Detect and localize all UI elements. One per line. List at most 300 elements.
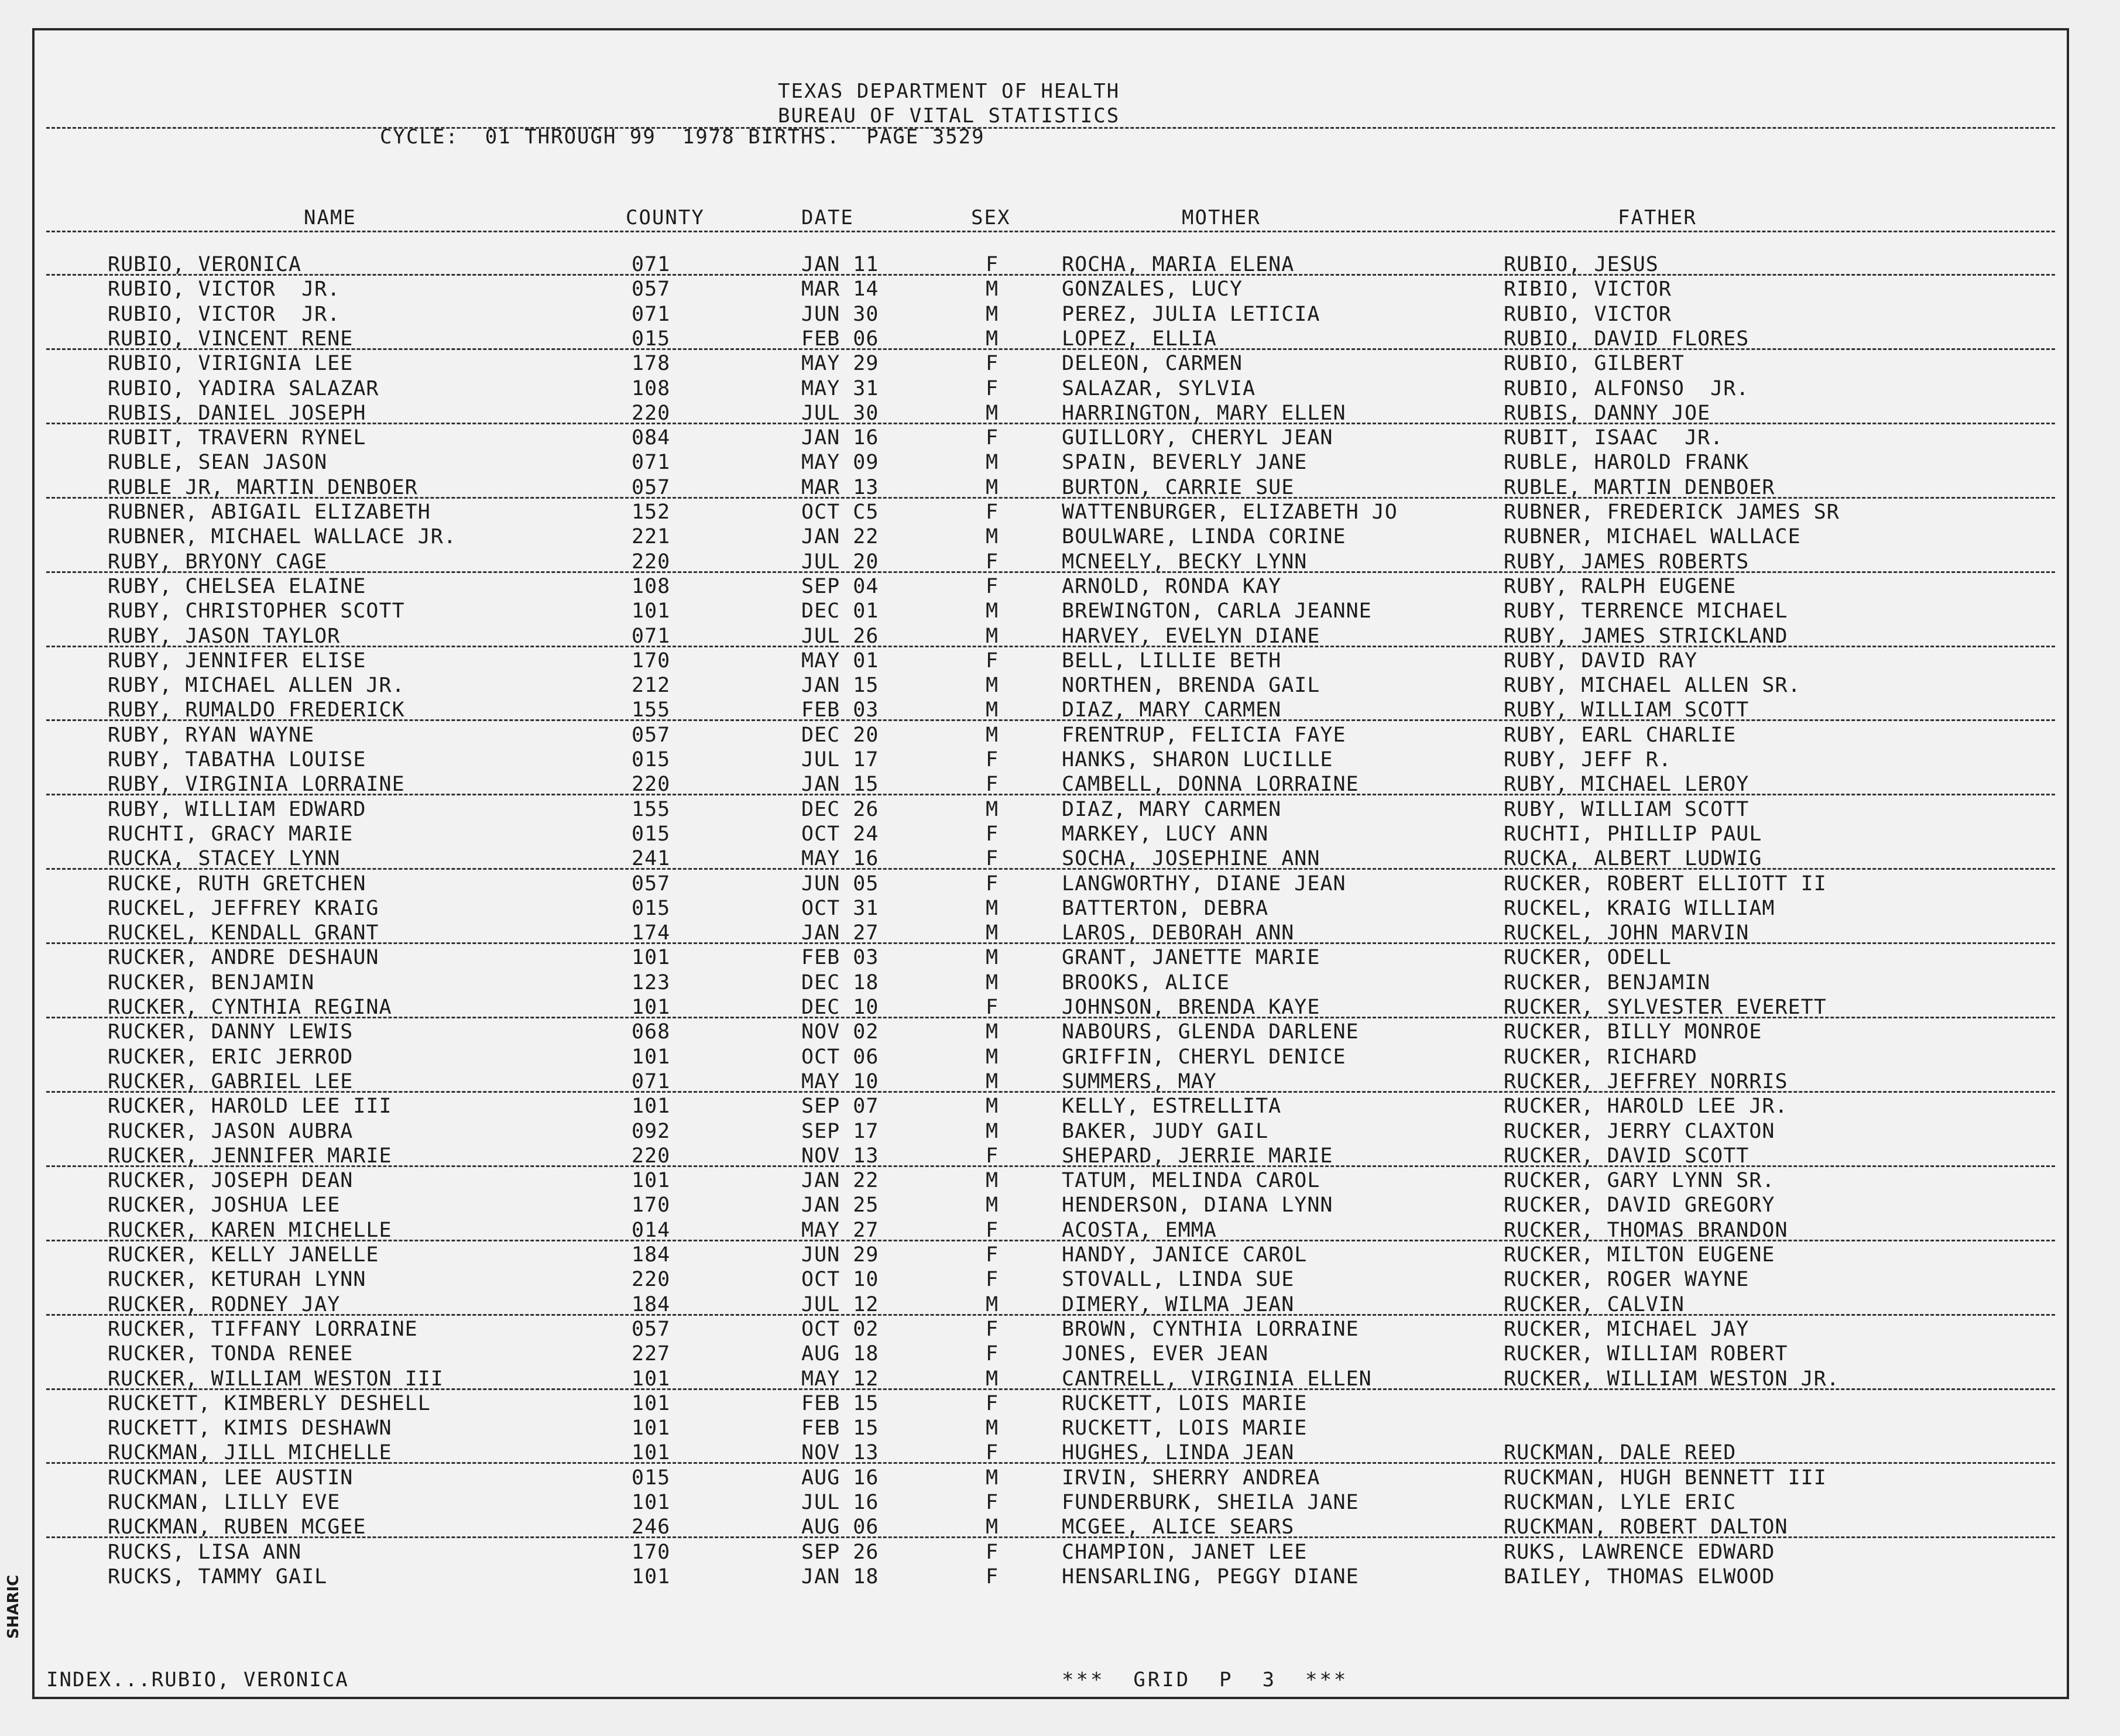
cell-sex: M — [986, 698, 999, 722]
cell-name: RUCKER, ERIC JERROD — [108, 1045, 354, 1069]
table-row — [35, 476, 2067, 500]
cell-date: JAN 27 — [801, 921, 879, 945]
cell-father: RUCKMAN, LYLE ERIC — [1504, 1491, 1737, 1514]
cell-county: 084 — [632, 426, 671, 450]
cell-county: 220 — [632, 1144, 671, 1168]
cell-date: JUN 29 — [801, 1243, 879, 1267]
cell-name: RUCKETT, KIMIS DESHAWN — [108, 1416, 392, 1440]
cell-date: JAN 15 — [801, 674, 879, 698]
cell-date: FEB 15 — [801, 1391, 879, 1415]
cell-county: 212 — [632, 674, 671, 698]
table-row — [35, 1243, 2067, 1268]
cell-county: 246 — [632, 1515, 671, 1539]
cell-father: RUCKER, WILLIAM WESTON JR. — [1504, 1367, 1840, 1391]
cell-county: 057 — [632, 475, 671, 499]
cell-county: 101 — [632, 1169, 671, 1193]
cell-county: 014 — [632, 1218, 671, 1242]
cell-sex: M — [986, 1466, 999, 1490]
cell-name: RUCKER, JASON AUBRA — [108, 1119, 354, 1143]
cell-father: RUKS, LAWRENCE EDWARD — [1504, 1540, 1775, 1564]
cell-sex: F — [986, 1218, 999, 1242]
cell-father: RUCHTI, PHILLIP PAUL — [1504, 822, 1762, 846]
cell-date: SEP 04 — [801, 574, 879, 598]
cell-date: MAY 01 — [801, 649, 879, 673]
cell-sex: M — [986, 1169, 999, 1193]
column-header-county: COUNTY — [626, 206, 705, 229]
cell-date: NOV 13 — [801, 1144, 879, 1168]
column-header-rule — [46, 231, 2055, 232]
cell-date: DEC 01 — [801, 599, 879, 623]
table-row — [35, 1120, 2067, 1144]
cell-sex: M — [986, 302, 999, 326]
cell-sex: F — [986, 822, 999, 846]
cell-mother: BOULWARE, LINDA CORINE — [1062, 525, 1346, 549]
cell-date: OCT 06 — [801, 1045, 879, 1069]
cell-father: RUCKER, MICHAEL JAY — [1504, 1317, 1749, 1341]
cell-date: JUL 30 — [801, 401, 879, 425]
cell-name: RUCKER, RODNEY JAY — [108, 1292, 341, 1316]
cell-sex: F — [986, 1491, 999, 1514]
cell-father: RUBY, WILLIAM SCOTT — [1504, 797, 1749, 821]
cell-date: MAY 10 — [801, 1069, 879, 1093]
header-rule — [46, 127, 2055, 129]
cell-name: RUCHTI, GRACY MARIE — [108, 822, 354, 846]
cell-sex: M — [986, 1416, 999, 1440]
cell-mother: NABOURS, GLENDA DARLENE — [1062, 1020, 1359, 1044]
table-row — [35, 872, 2067, 897]
cell-mother: FUNDERBURK, SHEILA JANE — [1062, 1491, 1359, 1514]
cell-sex: M — [986, 475, 999, 499]
cell-father: RUBIO, JESUS — [1504, 253, 1659, 276]
cell-name: RUBLE JR, MARTIN DENBOER — [108, 475, 418, 499]
cell-date: DEC 10 — [801, 996, 879, 1019]
cell-county: 101 — [632, 1491, 671, 1514]
cell-county: 178 — [632, 352, 671, 376]
cell-mother: GONZALES, LUCY — [1062, 277, 1243, 301]
table-row — [35, 847, 2067, 872]
table-row — [35, 1169, 2067, 1193]
cell-sex: M — [986, 1292, 999, 1316]
cell-county: 123 — [632, 970, 671, 994]
cell-mother: PEREZ, JULIA LETICIA — [1062, 302, 1320, 326]
cell-mother: HUGHES, LINDA JEAN — [1062, 1441, 1295, 1465]
cell-date: JUL 16 — [801, 1491, 879, 1514]
cell-sex: F — [986, 1243, 999, 1267]
cell-name: RUCKER, KELLY JANELLE — [108, 1243, 379, 1267]
cell-mother: GUILLORY, CHERYL JEAN — [1062, 426, 1333, 450]
cell-name: RUBIO, VINCENT RENE — [108, 327, 354, 351]
cell-mother: JOHNSON, BRENDA KAYE — [1062, 996, 1320, 1019]
cell-name: RUCKER, TONDA RENEE — [108, 1342, 354, 1366]
cell-mother: STOVALL, LINDA SUE — [1062, 1268, 1295, 1292]
cell-sex: F — [986, 748, 999, 771]
cell-county: 101 — [632, 1045, 671, 1069]
table-row — [35, 1466, 2067, 1491]
cell-county: 152 — [632, 500, 671, 524]
table-row — [35, 1045, 2067, 1070]
cell-father: RUCKEL, JOHN MARVIN — [1504, 921, 1749, 945]
table-row — [35, 525, 2067, 550]
cell-sex: F — [986, 649, 999, 673]
cell-sex: M — [986, 1095, 999, 1119]
cell-name: RUCKER, TIFFANY LORRAINE — [108, 1317, 418, 1341]
table-row — [35, 1318, 2067, 1342]
cell-county: 241 — [632, 847, 671, 871]
cell-name: RUCKER, KETURAH LYNN — [108, 1268, 366, 1292]
cell-name: RUBY, RYAN WAYNE — [108, 723, 315, 747]
cell-name: RUBNER, MICHAEL WALLACE JR. — [108, 525, 457, 549]
table-row — [35, 1070, 2067, 1095]
cell-county: 170 — [632, 1193, 671, 1217]
cell-county: 101 — [632, 1391, 671, 1415]
table-row — [35, 303, 2067, 327]
cell-mother: LANGWORTHY, DIANE JEAN — [1062, 872, 1346, 896]
cell-father: RIBIO, VICTOR — [1504, 277, 1672, 301]
cell-mother: SALAZAR, SYLVIA — [1062, 376, 1256, 400]
table-row — [35, 451, 2067, 475]
table-row — [35, 402, 2067, 426]
table-row — [35, 1541, 2067, 1565]
table-row — [35, 1441, 2067, 1466]
cell-date: MAY 29 — [801, 352, 879, 376]
cell-name: RUCKER, DANNY LEWIS — [108, 1020, 354, 1044]
cell-name: RUCKEL, JEFFREY KRAIG — [108, 896, 379, 920]
cell-mother: HARVEY, EVELYN DIANE — [1062, 624, 1320, 648]
cell-sex: M — [986, 451, 999, 475]
cell-county: 170 — [632, 1540, 671, 1564]
cell-sex: M — [986, 624, 999, 648]
cell-name: RUCKER, JOSEPH DEAN — [108, 1169, 354, 1193]
cell-father: RUBY, JAMES ROBERTS — [1504, 550, 1749, 574]
cell-county: 068 — [632, 1020, 671, 1044]
cell-name: RUCKER, JOSHUA LEE — [108, 1193, 341, 1217]
cell-date: OCT 31 — [801, 896, 879, 920]
cell-name: RUBLE, SEAN JASON — [108, 451, 328, 475]
cell-name: RUCKER, CYNTHIA REGINA — [108, 996, 392, 1019]
table-row — [35, 921, 2067, 946]
cell-date: JUL 12 — [801, 1292, 879, 1316]
cell-father: RUBY, DAVID RAY — [1504, 649, 1698, 673]
header-agency: TEXAS DEPARTMENT OF HEALTH — [778, 80, 1120, 103]
cell-sex: M — [986, 896, 999, 920]
cell-mother: TATUM, MELINDA CAROL — [1062, 1169, 1320, 1193]
cell-sex: F — [986, 847, 999, 871]
cell-date: AUG 18 — [801, 1342, 879, 1366]
cell-mother: CANTRELL, VIRGINIA ELLEN — [1062, 1367, 1372, 1391]
column-header-name: NAME — [304, 206, 356, 229]
table-row — [35, 253, 2067, 277]
cell-sex: F — [986, 352, 999, 376]
cell-date: JAN 16 — [801, 426, 879, 450]
cell-father: RUCKER, BILLY MONROE — [1504, 1020, 1762, 1044]
cell-date: MAY 31 — [801, 376, 879, 400]
cell-county: 092 — [632, 1119, 671, 1143]
column-header-date: DATE — [801, 206, 854, 229]
cell-name: RUCKER, GABRIEL LEE — [108, 1069, 354, 1093]
cell-county: 015 — [632, 896, 671, 920]
cell-date: MAY 12 — [801, 1367, 879, 1391]
cell-mother: MARKEY, LUCY ANN — [1062, 822, 1269, 846]
cell-mother: RUCKETT, LOIS MARIE — [1062, 1416, 1308, 1440]
cell-name: RUCKEL, KENDALL GRANT — [108, 921, 379, 945]
cell-sex: M — [986, 599, 999, 623]
cell-date: DEC 26 — [801, 797, 879, 821]
cell-mother: LOPEZ, ELLIA — [1062, 327, 1217, 351]
table-row — [35, 1219, 2067, 1243]
cell-sex: F — [986, 1342, 999, 1366]
cell-date: MAR 14 — [801, 277, 879, 301]
cell-mother: BATTERTON, DEBRA — [1062, 896, 1269, 920]
cell-mother: LAROS, DEBORAH ANN — [1062, 921, 1295, 945]
cell-sex: F — [986, 872, 999, 896]
cell-date: OCT C5 — [801, 500, 879, 524]
cell-name: RUBY, CHRISTOPHER SCOTT — [108, 599, 405, 623]
cell-county: 101 — [632, 1367, 671, 1391]
cell-name: RUBIO, VICTOR JR. — [108, 302, 341, 326]
cell-father: RUCKER, DAVID GREGORY — [1504, 1193, 1775, 1217]
cell-sex: F — [986, 1565, 999, 1589]
cell-sex: M — [986, 327, 999, 351]
cell-mother: SPAIN, BEVERLY JANE — [1062, 451, 1308, 475]
cell-father: RUBY, RALPH EUGENE — [1504, 574, 1737, 598]
cell-sex: F — [986, 773, 999, 797]
cell-date: OCT 24 — [801, 822, 879, 846]
cell-mother: BURTON, CARRIE SUE — [1062, 475, 1295, 499]
cell-date: AUG 16 — [801, 1466, 879, 1490]
cell-mother: FRENTRUP, FELICIA FAYE — [1062, 723, 1346, 747]
cell-date: OCT 02 — [801, 1317, 879, 1341]
table-row — [35, 550, 2067, 575]
footer-index: INDEX...RUBIO, VERONICA — [46, 1668, 349, 1692]
margin-mark: SHARIC — [5, 1574, 22, 1639]
cell-mother: WATTENBURGER, ELIZABETH JO — [1062, 500, 1398, 524]
table-row — [35, 1392, 2067, 1416]
cell-county: 101 — [632, 599, 671, 623]
cell-sex: M — [986, 1045, 999, 1069]
column-header-sex: SEX — [971, 206, 1011, 229]
cell-county: 057 — [632, 723, 671, 747]
table-row — [35, 1193, 2067, 1218]
cell-date: JAN 15 — [801, 773, 879, 797]
table-row — [35, 352, 2067, 376]
table-row — [35, 723, 2067, 748]
cell-name: RUCKMAN, RUBEN MCGEE — [108, 1515, 366, 1539]
cell-sex: M — [986, 1515, 999, 1539]
cell-mother: ROCHA, MARIA ELENA — [1062, 253, 1295, 276]
table-row — [35, 996, 2067, 1020]
table-row — [35, 426, 2067, 451]
cell-date: JAN 22 — [801, 1169, 879, 1193]
cell-county: 057 — [632, 1317, 671, 1341]
cell-father: RUBLE, HAROLD FRANK — [1504, 451, 1749, 475]
cell-name: RUCKETT, KIMBERLY DESHELL — [108, 1391, 431, 1415]
table-row — [35, 649, 2067, 674]
cell-mother: DIAZ, MARY CARMEN — [1062, 797, 1282, 821]
cell-date: NOV 02 — [801, 1020, 879, 1044]
cell-mother: HENSARLING, PEGGY DIANE — [1062, 1565, 1359, 1589]
cell-sex: M — [986, 525, 999, 549]
cell-mother: BREWINGTON, CARLA JEANNE — [1062, 599, 1372, 623]
cell-sex: M — [986, 1069, 999, 1093]
table-row — [35, 1020, 2067, 1045]
cell-father: RUCKER, JERRY CLAXTON — [1504, 1119, 1775, 1143]
cell-mother: DIMERY, WILMA JEAN — [1062, 1292, 1295, 1316]
cell-county: 071 — [632, 253, 671, 276]
cell-county: 227 — [632, 1342, 671, 1366]
cell-father: RUBY, TERRENCE MICHAEL — [1504, 599, 1788, 623]
cell-father: RUBNER, FREDERICK JAMES SR — [1504, 500, 1840, 524]
table-row — [35, 1416, 2067, 1441]
cell-name: RUBY, RUMALDO FREDERICK — [108, 698, 405, 722]
cell-county: 220 — [632, 1268, 671, 1292]
cell-sex: F — [986, 1317, 999, 1341]
table-row — [35, 1095, 2067, 1119]
cell-sex: M — [986, 674, 999, 698]
cell-name: RUCKER, BENJAMIN — [108, 970, 315, 994]
table-row — [35, 1565, 2067, 1590]
table-row — [35, 575, 2067, 599]
cell-mother: GRIFFIN, CHERYL DENICE — [1062, 1045, 1346, 1069]
cell-name: RUBNER, ABIGAIL ELIZABETH — [108, 500, 431, 524]
cell-father: RUCKER, THOMAS BRANDON — [1504, 1218, 1788, 1242]
cell-date: SEP 07 — [801, 1095, 879, 1119]
table-row — [35, 698, 2067, 723]
cell-county: 220 — [632, 550, 671, 574]
cell-sex: F — [986, 550, 999, 574]
cell-county: 071 — [632, 1069, 671, 1093]
cell-name: RUBIO, VERONICA — [108, 253, 302, 276]
cell-county: 015 — [632, 327, 671, 351]
cell-father: RUBY, JEFF R. — [1504, 748, 1672, 771]
cell-county: 220 — [632, 773, 671, 797]
cell-mother: JONES, EVER JEAN — [1062, 1342, 1269, 1366]
cell-father: RUCKER, ROBERT ELLIOTT II — [1504, 872, 1827, 896]
cell-father: RUCKER, SYLVESTER EVERETT — [1504, 996, 1827, 1019]
cell-sex: F — [986, 500, 999, 524]
cell-sex: M — [986, 401, 999, 425]
cell-sex: M — [986, 921, 999, 945]
cell-date: FEB 06 — [801, 327, 879, 351]
cell-county: 101 — [632, 1565, 671, 1589]
column-header-father: FATHER — [1618, 206, 1697, 229]
cell-mother: BROWN, CYNTHIA LORRAINE — [1062, 1317, 1359, 1341]
cell-mother: DIAZ, MARY CARMEN — [1062, 698, 1282, 722]
cell-county: 184 — [632, 1292, 671, 1316]
cell-father: RUCKA, ALBERT LUDWIG — [1504, 847, 1762, 871]
cell-sex: M — [986, 1367, 999, 1391]
cell-father: RUBIS, DANNY JOE — [1504, 401, 1711, 425]
cell-county: 174 — [632, 921, 671, 945]
document-page — [32, 28, 2069, 1699]
cell-county: 057 — [632, 277, 671, 301]
cell-date: JUL 17 — [801, 748, 879, 771]
cell-date: MAY 16 — [801, 847, 879, 871]
cell-name: RUCKS, LISA ANN — [108, 1540, 302, 1564]
cell-sex: F — [986, 1540, 999, 1564]
cell-date: MAR 13 — [801, 475, 879, 499]
cell-name: RUCKER, WILLIAM WESTON III — [108, 1367, 444, 1391]
cell-father: RUBIO, ALFONSO JR. — [1504, 376, 1749, 400]
cell-name: RUBY, MICHAEL ALLEN JR. — [108, 674, 405, 698]
cell-name: RUCKER, KAREN MICHELLE — [108, 1218, 392, 1242]
cell-mother: BROOKS, ALICE — [1062, 970, 1230, 994]
cell-county: 108 — [632, 376, 671, 400]
cell-name: RUBY, JENNIFER ELISE — [108, 649, 366, 673]
table-row — [35, 773, 2067, 797]
cell-county: 184 — [632, 1243, 671, 1267]
cell-father: RUBIT, ISAAC JR. — [1504, 426, 1724, 450]
cell-date: JAN 18 — [801, 1565, 879, 1589]
cell-county: 101 — [632, 996, 671, 1019]
table-row — [35, 748, 2067, 773]
cell-father: RUCKMAN, DALE REED — [1504, 1441, 1737, 1465]
cell-father: RUCKER, CALVIN — [1504, 1292, 1685, 1316]
cell-date: MAY 09 — [801, 451, 879, 475]
cell-date: FEB 15 — [801, 1416, 879, 1440]
cell-date: FEB 03 — [801, 698, 879, 722]
cell-date: JUL 20 — [801, 550, 879, 574]
table-row — [35, 327, 2067, 352]
cell-date: OCT 10 — [801, 1268, 879, 1292]
cell-sex: M — [986, 946, 999, 970]
cell-date: SEP 26 — [801, 1540, 879, 1564]
table-row — [35, 971, 2067, 996]
cell-name: RUBY, VIRGINIA LORRAINE — [108, 773, 405, 797]
cell-mother: IRVIN, SHERRY ANDREA — [1062, 1466, 1320, 1490]
cell-father: BAILEY, THOMAS ELWOOD — [1504, 1565, 1775, 1589]
cell-mother: ACOSTA, EMMA — [1062, 1218, 1217, 1242]
cell-sex: M — [986, 1020, 999, 1044]
cell-mother: CAMBELL, DONNA LORRAINE — [1062, 773, 1359, 797]
cell-sex: M — [986, 277, 999, 301]
header-bureau: BUREAU OF VITAL STATISTICS — [778, 104, 1120, 128]
cell-name: RUCKMAN, LILLY EVE — [108, 1491, 341, 1514]
cell-father: RUCKER, RICHARD — [1504, 1045, 1698, 1069]
cell-father: RUBY, MICHAEL LEROY — [1504, 773, 1749, 797]
cell-sex: F — [986, 1391, 999, 1415]
cell-sex: F — [986, 376, 999, 400]
table-row — [35, 946, 2067, 970]
cell-mother: SHEPARD, JERRIE MARIE — [1062, 1144, 1333, 1168]
cell-father: RUCKMAN, ROBERT DALTON — [1504, 1515, 1788, 1539]
cell-county: 057 — [632, 872, 671, 896]
cell-father: RUBY, JAMES STRICKLAND — [1504, 624, 1788, 648]
cell-county: 101 — [632, 1416, 671, 1440]
cell-mother: DELEON, CARMEN — [1062, 352, 1243, 376]
table-row — [35, 1515, 2067, 1540]
cell-mother: NORTHEN, BRENDA GAIL — [1062, 674, 1320, 698]
table-row — [35, 798, 2067, 822]
cell-mother: MCNEELY, BECKY LYNN — [1062, 550, 1308, 574]
table-row — [35, 1367, 2067, 1392]
cell-date: JAN 11 — [801, 253, 879, 276]
cell-father: RUBIO, VICTOR — [1504, 302, 1672, 326]
cell-date: JUN 05 — [801, 872, 879, 896]
table-row — [35, 599, 2067, 624]
cell-name: RUCKER, HAROLD LEE III — [108, 1095, 392, 1119]
cell-county: 101 — [632, 1095, 671, 1119]
table-row — [35, 897, 2067, 921]
cell-name: RUBIS, DANIEL JOSEPH — [108, 401, 366, 425]
cell-name: RUCKE, RUTH GRETCHEN — [108, 872, 366, 896]
cell-county: 221 — [632, 525, 671, 549]
cell-date: JUN 30 — [801, 302, 879, 326]
cell-sex: F — [986, 1144, 999, 1168]
cell-date: DEC 18 — [801, 970, 879, 994]
cell-father: RUBLE, MARTIN DENBOER — [1504, 475, 1775, 499]
cell-name: RUCKER, JENNIFER MARIE — [108, 1144, 392, 1168]
cell-mother: HANKS, SHARON LUCILLE — [1062, 748, 1333, 771]
